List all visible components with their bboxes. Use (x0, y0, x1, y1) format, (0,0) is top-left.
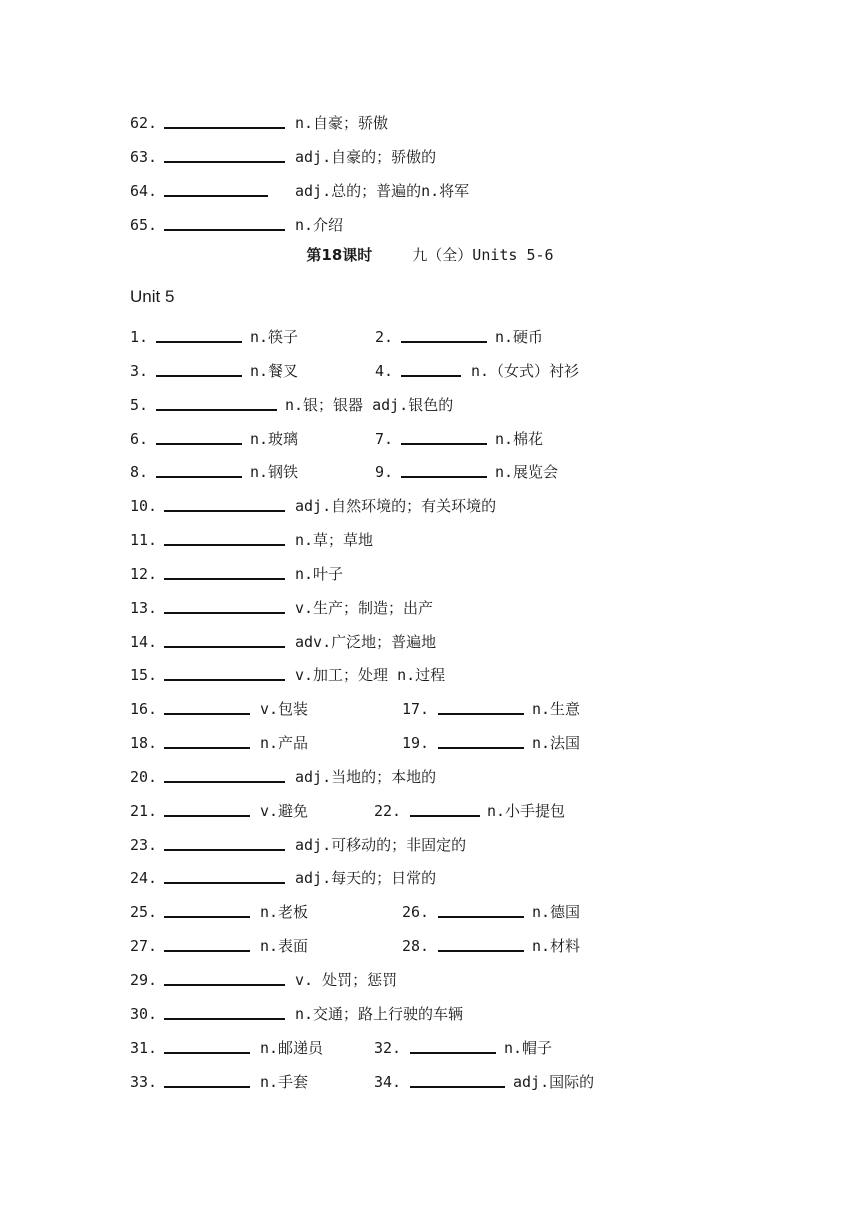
item-definition: n.餐叉 (250, 362, 299, 380)
item-definition: n.法国 (532, 734, 581, 752)
vocab-row (130, 326, 770, 350)
item-number: 5. (130, 396, 149, 414)
vocab-row (130, 969, 770, 993)
vocab-row (130, 901, 770, 925)
item-number: 9. (375, 463, 394, 481)
item-definition: adj.每天的；日常的 (295, 869, 437, 887)
item-definition: adj.可移动的；非固定的 (295, 836, 467, 854)
answer-blank[interactable] (156, 476, 242, 478)
item-definition: adj.总的；普遍的n.将军 (295, 182, 470, 200)
answer-blank[interactable] (164, 127, 285, 129)
item-number: 28. (402, 937, 430, 955)
answer-blank[interactable] (164, 229, 285, 231)
item-number: 16. (130, 700, 158, 718)
answer-blank[interactable] (156, 375, 242, 377)
item-number: 11. (130, 531, 158, 549)
lesson-number: 第18课时 (306, 246, 373, 264)
item-definition: n.表面 (260, 937, 309, 955)
item-number: 31. (130, 1039, 158, 1057)
item-definition: n.硬币 (495, 328, 544, 346)
answer-blank[interactable] (156, 443, 242, 445)
item-number: 8. (130, 463, 149, 481)
vocab-row (130, 935, 770, 959)
item-number: 1. (130, 328, 149, 346)
vocab-row (130, 867, 770, 891)
vocab-row (130, 664, 770, 688)
vocab-row (130, 563, 770, 587)
item-definition: n.交通；路上行驶的车辆 (295, 1005, 464, 1023)
item-number: 21. (130, 802, 158, 820)
item-definition: n.棉花 (495, 430, 544, 448)
answer-blank[interactable] (164, 747, 250, 749)
answer-blank[interactable] (164, 916, 250, 918)
item-number: 25. (130, 903, 158, 921)
item-number: 18. (130, 734, 158, 752)
answer-blank[interactable] (164, 612, 285, 614)
answer-blank[interactable] (164, 1086, 250, 1088)
answer-blank[interactable] (164, 849, 285, 851)
answer-blank[interactable] (401, 341, 487, 343)
item-number: 13. (130, 599, 158, 617)
item-number: 62. (130, 114, 158, 132)
item-number: 63. (130, 148, 158, 166)
item-definition: n.筷子 (250, 328, 299, 346)
vocab-row (130, 800, 770, 824)
item-definition: n.介绍 (295, 216, 344, 234)
vocab-row (130, 360, 770, 384)
answer-blank[interactable] (164, 781, 285, 783)
answer-blank[interactable] (164, 1018, 285, 1020)
lesson-heading (0, 245, 860, 265)
answer-blank[interactable] (410, 1052, 496, 1054)
item-number: 33. (130, 1073, 158, 1091)
item-number: 3. (130, 362, 149, 380)
vocab-row (130, 428, 770, 452)
vocab-row (130, 112, 770, 136)
answer-blank[interactable] (164, 510, 285, 512)
item-number: 24. (130, 869, 158, 887)
item-definition: v. 处罚；惩罚 (295, 971, 398, 989)
vocab-row (130, 394, 770, 418)
answer-blank[interactable] (438, 747, 524, 749)
item-number: 26. (402, 903, 430, 921)
item-number: 2. (375, 328, 394, 346)
item-number: 65. (130, 216, 158, 234)
answer-blank[interactable] (164, 679, 285, 681)
item-definition: n.展览会 (495, 463, 559, 481)
item-number: 10. (130, 497, 158, 515)
vocab-row (130, 1071, 770, 1095)
course-title: 九（全）Units 5-6 (412, 246, 554, 264)
item-number: 19. (402, 734, 430, 752)
answer-blank[interactable] (156, 409, 277, 411)
answer-blank[interactable] (164, 882, 285, 884)
vocab-row (130, 631, 770, 655)
vocab-row (130, 698, 770, 722)
item-number: 23. (130, 836, 158, 854)
vocab-row (130, 461, 770, 485)
item-definition: n.小手提包 (487, 802, 566, 820)
item-definition: adj.当地的；本地的 (295, 768, 437, 786)
item-definition: n.生意 (532, 700, 581, 718)
answer-blank[interactable] (401, 476, 487, 478)
item-number: 30. (130, 1005, 158, 1023)
item-number: 14. (130, 633, 158, 651)
vocab-row (130, 146, 770, 170)
item-definition: adj.国际的 (513, 1073, 595, 1091)
item-definition: n.德国 (532, 903, 581, 921)
unit-title: Unit 5 (130, 287, 175, 306)
answer-blank[interactable] (156, 341, 242, 343)
vocab-row (130, 834, 770, 858)
vocab-row (130, 495, 770, 519)
answer-blank[interactable] (438, 713, 524, 715)
item-definition: n.产品 (260, 734, 309, 752)
item-definition: n.（女式）衬衫 (471, 362, 580, 380)
answer-blank[interactable] (164, 815, 250, 817)
answer-blank[interactable] (164, 195, 268, 197)
answer-blank[interactable] (164, 1052, 250, 1054)
answer-blank[interactable] (401, 375, 461, 377)
answer-blank[interactable] (410, 815, 480, 817)
item-definition: v.生产；制造；出产 (295, 599, 434, 617)
item-number: 29. (130, 971, 158, 989)
item-definition: v.加工；处理 n.过程 (295, 666, 446, 684)
answer-blank[interactable] (164, 544, 285, 546)
item-number: 22. (374, 802, 402, 820)
answer-blank[interactable] (164, 646, 285, 648)
item-definition: n.材料 (532, 937, 581, 955)
item-definition: n.老板 (260, 903, 309, 921)
item-definition: adj.自然环境的；有关环境的 (295, 497, 497, 515)
item-number: 64. (130, 182, 158, 200)
answer-blank[interactable] (164, 713, 250, 715)
answer-blank[interactable] (410, 1086, 505, 1088)
answer-blank[interactable] (401, 443, 487, 445)
item-number: 32. (374, 1039, 402, 1057)
answer-blank[interactable] (438, 916, 524, 918)
item-definition: n.玻璃 (250, 430, 299, 448)
vocab-row (130, 732, 770, 756)
item-number: 20. (130, 768, 158, 786)
answer-blank[interactable] (164, 984, 285, 986)
answer-blank[interactable] (164, 161, 285, 163)
item-definition: v.包装 (260, 700, 309, 718)
item-definition: n.自豪；骄傲 (295, 114, 389, 132)
answer-blank[interactable] (164, 578, 285, 580)
item-number: 4. (375, 362, 394, 380)
vocab-row (130, 597, 770, 621)
answer-blank[interactable] (164, 950, 250, 952)
item-definition: n.帽子 (504, 1039, 553, 1057)
item-number: 34. (374, 1073, 402, 1091)
item-number: 15. (130, 666, 158, 684)
item-definition: v.避免 (260, 802, 309, 820)
vocab-row (130, 180, 770, 204)
item-number: 12. (130, 565, 158, 583)
item-definition: n.草；草地 (295, 531, 374, 549)
item-definition: adv.广泛地；普遍地 (295, 633, 437, 651)
item-number: 7. (375, 430, 394, 448)
item-number: 27. (130, 937, 158, 955)
item-definition: n.手套 (260, 1073, 309, 1091)
answer-blank[interactable] (438, 950, 524, 952)
item-definition: n.邮递员 (260, 1039, 324, 1057)
vocab-row (130, 214, 770, 238)
item-definition: n.钢铁 (250, 463, 299, 481)
vocab-row (130, 1003, 770, 1027)
item-number: 6. (130, 430, 149, 448)
item-number: 17. (402, 700, 430, 718)
item-definition: adj.自豪的；骄傲的 (295, 148, 437, 166)
item-definition: n.叶子 (295, 565, 344, 583)
vocab-row (130, 1037, 770, 1061)
item-definition: n.银；银器 adj.银色的 (285, 396, 454, 414)
vocab-row (130, 766, 770, 790)
vocab-row (130, 529, 770, 553)
